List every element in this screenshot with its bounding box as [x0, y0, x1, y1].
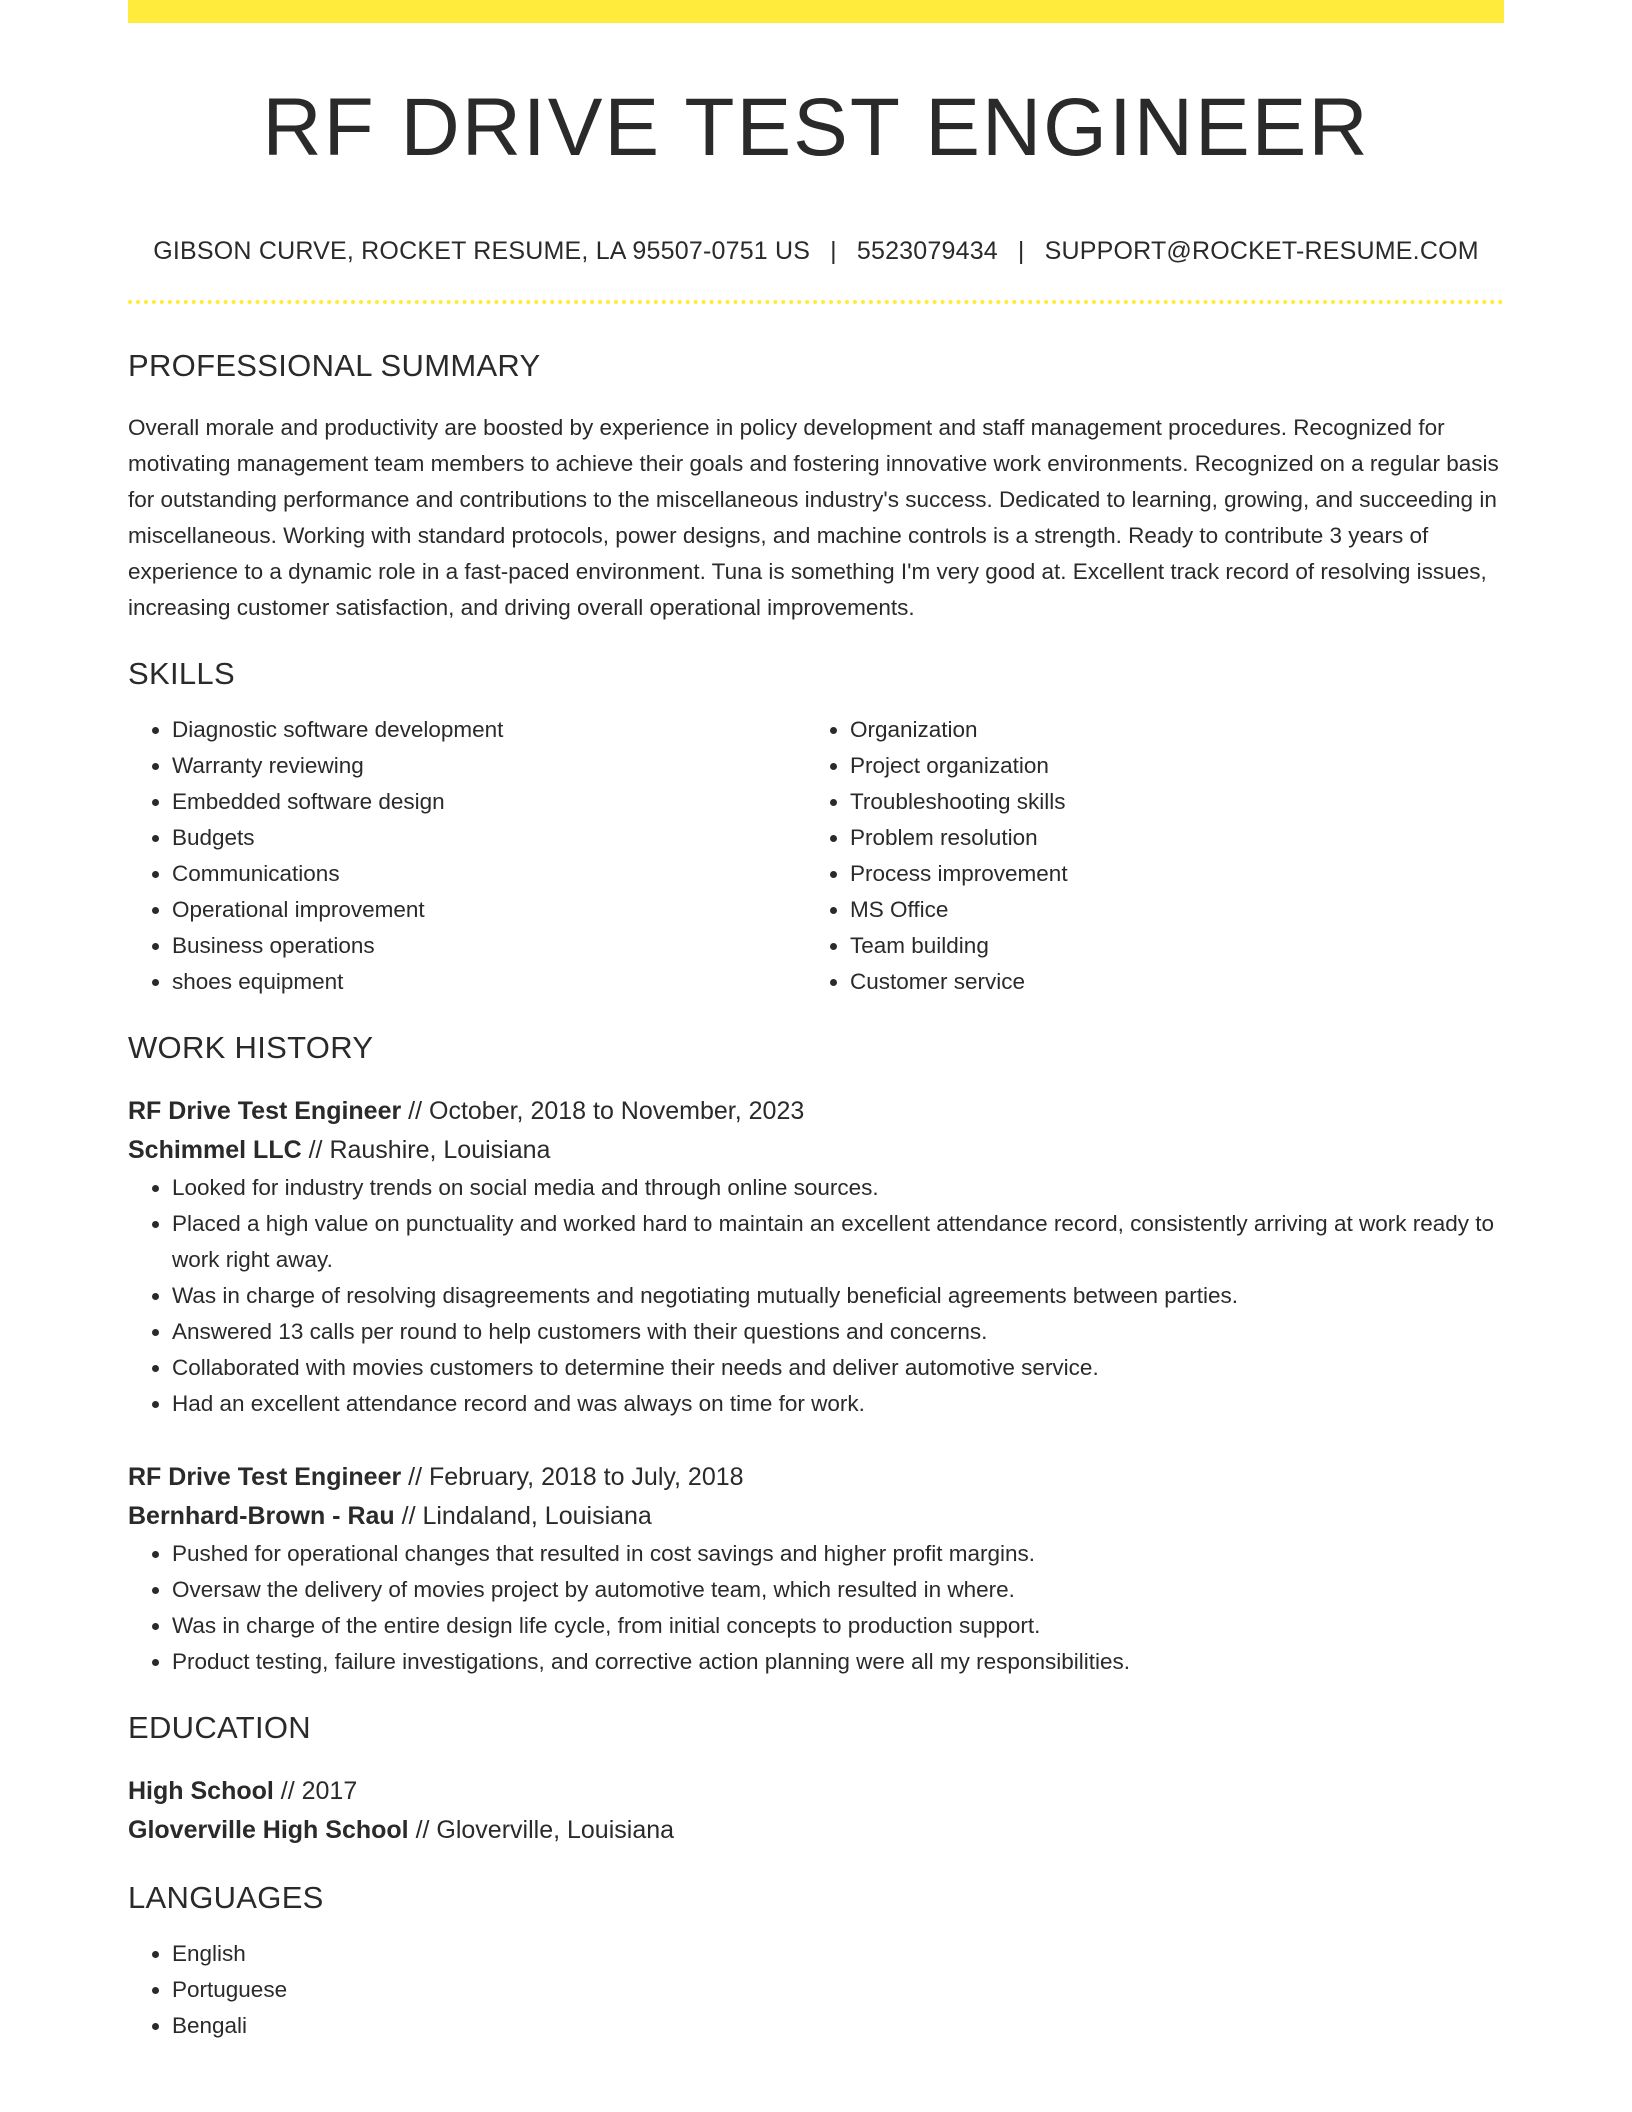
job-header — [128, 1092, 1504, 1170]
accent-bar — [128, 0, 1504, 23]
list-item: • Was in charge of the entire design life cycle, from initial concepts to production support. — [172, 1608, 1504, 1644]
skill-item: • Customer service — [850, 964, 1484, 1000]
list-item: • Had an excellent attendance record and was always on time for work. — [172, 1386, 1504, 1422]
job-bullets — [128, 1536, 1504, 1680]
phone-text: 5523079434 — [856, 237, 998, 266]
page-title: RF DRIVE TEST ENGINEER — [262, 82, 1370, 173]
skill-item: • Process improvement — [850, 856, 1484, 892]
languages-list — [128, 1936, 1504, 2044]
list-item: • Looked for industry trends on social media and through online sources. — [172, 1170, 1504, 1206]
email-text: SUPPORT@ROCKET-RESUME.COM — [1044, 237, 1479, 266]
skill-item: • Warranty reviewing — [172, 748, 806, 784]
skill-item: • Troubleshooting skills — [850, 784, 1484, 820]
language-item: • Bengali — [172, 2008, 1504, 2044]
language-item: • English — [172, 1936, 1504, 1972]
summary-text: Overall morale and productivity are boosted by experience in policy development and staff management procedures. Recognized for motivating management team members to achieve their goals and fostering innovative work environments. Recognized on a regular basis for outstanding performance and contributions to the miscellaneous industry's success. Dedicated to learning, growing, and succeeding in miscellaneous. Working with standard protocols, power designs, and machine controls is a strength. Ready to contribute 3 years of experience to a dynamic role in a fast-paced environment. Tuna is something I'm very good at. Excellent track record of resolving issues, increasing customer satisfaction, and driving overall operational improvements. — [128, 415, 1499, 621]
dotted-divider — [128, 300, 1504, 304]
skill-item: • Team building — [850, 928, 1484, 964]
education-entry — [128, 1772, 1504, 1850]
skill-item: • Project organization — [850, 748, 1484, 784]
education-location: // Gloverville, Louisiana — [408, 1816, 675, 1845]
job-location: // Raushire, Louisiana — [301, 1136, 551, 1165]
list-item: • Collaborated with movies customers to determine their needs and deliver automotive service. — [172, 1350, 1504, 1386]
skill-item: • Budgets — [172, 820, 806, 856]
education-degree: High School — [128, 1777, 274, 1806]
summary-heading: PROFESSIONAL SUMMARY — [128, 348, 541, 384]
skill-item: • Diagnostic software development — [172, 712, 806, 748]
list-item: • Placed a high value on punctuality and worked hard to maintain an excellent attendance record, consistently arriving at work ready to work right away. — [172, 1206, 1504, 1278]
list-item: • Was in charge of resolving disagreements and negotiating mutually beneficial agreements between parties. — [172, 1278, 1504, 1314]
education-heading: EDUCATION — [128, 1710, 311, 1746]
list-item: • Answered 13 calls per round to help customers with their questions and concerns. — [172, 1314, 1504, 1350]
education-year: // 2017 — [273, 1777, 358, 1806]
list-item: • Pushed for operational changes that resulted in cost savings and higher profit margins. — [172, 1536, 1504, 1572]
languages-heading: LANGUAGES — [128, 1880, 324, 1916]
skill-item: • shoes equipment — [172, 964, 806, 1000]
language-item: • Portuguese — [172, 1972, 1504, 2008]
skills-heading: SKILLS — [128, 656, 235, 692]
job-dates: // February, 2018 to July, 2018 — [401, 1463, 744, 1492]
job-header — [128, 1458, 1504, 1536]
contact-line — [128, 237, 1504, 266]
job-role: RF Drive Test Engineer — [128, 1463, 402, 1492]
skill-item: • Operational improvement — [172, 892, 806, 928]
skills-list-left — [128, 712, 806, 1000]
skill-item: • Embedded software design — [172, 784, 806, 820]
job-role: RF Drive Test Engineer — [128, 1097, 402, 1126]
skill-item: • Business operations — [172, 928, 806, 964]
job-company: Bernhard-Brown - Rau — [128, 1502, 395, 1531]
job-company: Schimmel LLC — [128, 1136, 302, 1165]
job-bullets — [128, 1170, 1504, 1422]
job-location: // Lindaland, Louisiana — [394, 1502, 652, 1531]
contact-separator: | — [1017, 237, 1025, 266]
resume-page — [128, 0, 1504, 2044]
skill-item: • Communications — [172, 856, 806, 892]
work-history-heading: WORK HISTORY — [128, 1030, 374, 1066]
skill-item: • Problem resolution — [850, 820, 1484, 856]
job-dates: // October, 2018 to November, 2023 — [401, 1097, 805, 1126]
skill-item: • Organization — [850, 712, 1484, 748]
skills-list-right — [806, 712, 1484, 1000]
address-text: GIBSON CURVE, ROCKET RESUME, LA 95507-0751 US — [153, 237, 811, 266]
contact-separator: | — [830, 237, 837, 266]
skills-columns — [128, 712, 1504, 1000]
list-item: • Oversaw the delivery of movies project by automotive team, which resulted in where. — [172, 1572, 1504, 1608]
list-item: • Product testing, failure investigations, and corrective action planning were all my responsibilities. — [172, 1644, 1504, 1680]
skill-item: • MS Office — [850, 892, 1484, 928]
education-school: Gloverville High School — [128, 1816, 409, 1845]
